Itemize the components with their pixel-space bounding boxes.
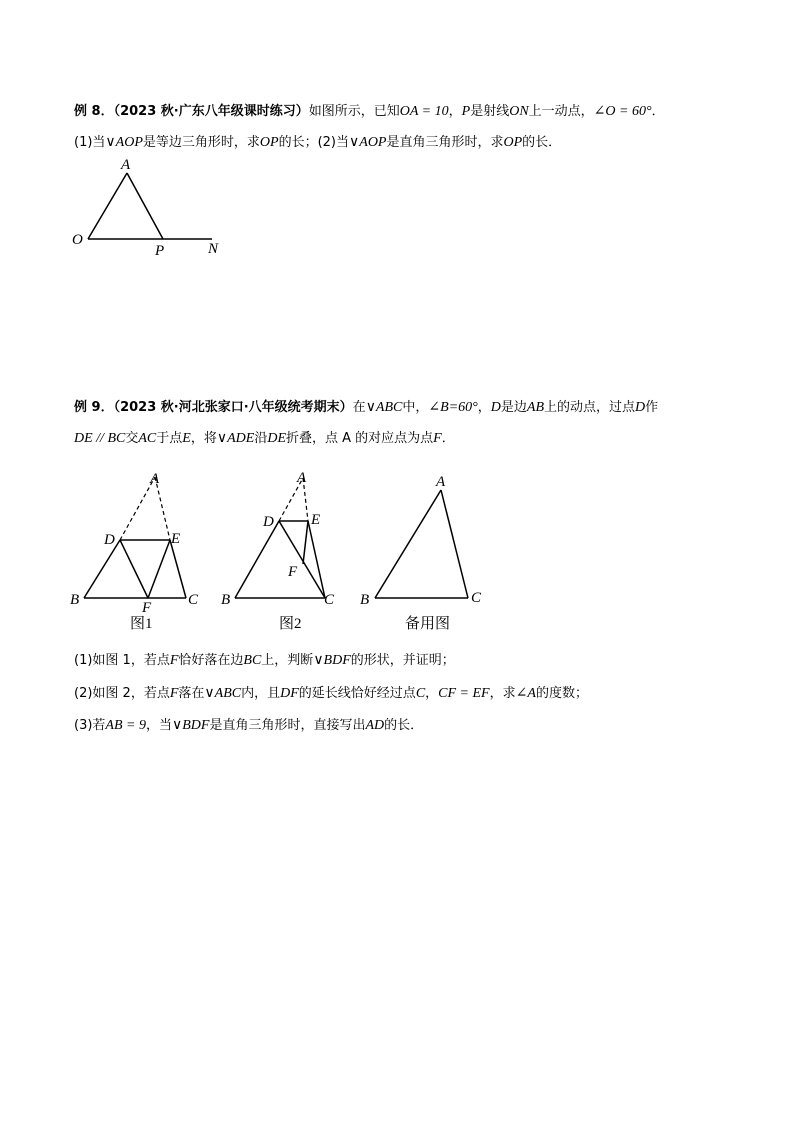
- label-A: A: [150, 471, 160, 487]
- ex9-question-3: [74, 717, 423, 735]
- label-N: N: [208, 241, 219, 257]
- text: ．: [651, 104, 665, 119]
- ex9-source: （2023 秋·河北张家口·八年级统考期末）: [113, 400, 353, 415]
- math: ON: [509, 104, 529, 119]
- math: D: [490, 400, 501, 415]
- label-D: D: [263, 514, 274, 530]
- math: OP: [503, 135, 523, 150]
- math: OP: [259, 135, 279, 150]
- math: ∨ABC: [204, 686, 242, 701]
- text: 是射线: [470, 104, 510, 119]
- label-C: C: [188, 592, 199, 608]
- math: P: [461, 104, 471, 119]
- text: (1)如图 1，若点: [74, 653, 170, 668]
- math: ∨AOP: [105, 135, 143, 150]
- text: 的长；: [278, 135, 318, 150]
- text: 折叠，点 A 的对应点为点: [286, 431, 434, 446]
- text: 的度数；: [535, 686, 588, 701]
- ex9-figure-spare: [350, 460, 500, 640]
- ex8-statement: [74, 103, 665, 121]
- math: ∨AOP: [349, 135, 387, 150]
- label-O: O: [72, 232, 83, 248]
- segment-BA: [375, 490, 441, 598]
- ex9-statement-line1: [74, 399, 658, 417]
- text: 交: [125, 431, 139, 446]
- math: AC: [138, 431, 157, 446]
- segment-DF: [120, 540, 148, 598]
- label-F: F: [288, 564, 298, 580]
- text: 恰好落在边: [178, 653, 244, 668]
- math: C: [415, 686, 426, 701]
- segment-EC: [308, 521, 325, 598]
- text: 上，判断: [261, 653, 314, 668]
- text: 的长．: [384, 718, 424, 733]
- label-P: P: [155, 243, 165, 259]
- segment-EF: [148, 540, 170, 598]
- segment-DC: [279, 521, 325, 598]
- text: 是直角三角形时，求: [386, 135, 504, 150]
- segment-BD: [84, 540, 120, 598]
- text: 上一动点，: [528, 104, 594, 119]
- caption-fig1: 图1: [130, 616, 153, 632]
- math: DF: [280, 686, 299, 701]
- ex9-figure-1: [60, 460, 220, 640]
- math: ∨ADE: [216, 431, 255, 446]
- label-E: E: [311, 512, 321, 528]
- text: 落在: [178, 686, 205, 701]
- text: ，: [425, 686, 439, 701]
- text: ，: [477, 400, 491, 415]
- text: (2)如图 2，若点: [74, 686, 170, 701]
- text: 是等边三角形时，求: [142, 135, 260, 150]
- caption-fig2: 图2: [279, 616, 302, 632]
- label-A: A: [121, 157, 131, 173]
- text: 上的动点，过点: [544, 400, 636, 415]
- ex9-statement-line2: [74, 430, 455, 448]
- ex9-label: 例 9．: [74, 400, 114, 415]
- math: ∠O = 60°: [593, 104, 652, 119]
- text: 是直角三角形时，直接写出: [209, 718, 366, 733]
- math: E: [182, 431, 191, 446]
- math: BC: [243, 653, 262, 668]
- text: 作: [645, 400, 659, 415]
- label-B: B: [70, 592, 80, 608]
- text: 在: [352, 400, 366, 415]
- label-A: A: [436, 474, 446, 490]
- math: DE // BC: [74, 431, 126, 446]
- math: AD: [365, 718, 385, 733]
- math: D: [635, 400, 646, 415]
- segment-BD: [235, 521, 279, 598]
- ex8-source: （2023 秋·广东八年级课时练习）: [113, 104, 309, 119]
- math: ∨BDF: [313, 653, 351, 668]
- math: F: [169, 686, 179, 701]
- ex9-figure-2: [210, 460, 360, 640]
- math: ∨ABC: [365, 400, 403, 415]
- text: 的延长线恰好经过点: [298, 686, 416, 701]
- text: 如图所示，已知: [308, 104, 400, 119]
- math: ∠B=60°: [428, 400, 478, 415]
- segment-EF: [303, 521, 308, 564]
- math: DE: [267, 431, 286, 446]
- math: F: [433, 431, 442, 446]
- text: ，: [448, 104, 462, 119]
- label-B: B: [360, 592, 370, 608]
- text: 内，且: [241, 686, 281, 701]
- label-D: D: [104, 532, 115, 548]
- text: 的形状，并证明；: [350, 653, 455, 668]
- math: AB = 9: [105, 718, 146, 733]
- label-F: F: [142, 600, 152, 616]
- segment-EC: [170, 540, 186, 598]
- label-C: C: [471, 590, 482, 606]
- ex8-figure: [60, 155, 240, 265]
- segment-AC: [441, 490, 468, 598]
- ex8-label: 例 8．: [74, 104, 114, 119]
- text: ，求: [489, 686, 516, 701]
- math: OA = 10: [399, 104, 449, 119]
- label-E: E: [171, 531, 181, 547]
- math: ∨BDF: [172, 718, 210, 733]
- text: ．: [441, 431, 455, 446]
- label-C: C: [324, 592, 335, 608]
- ex8-questions: [74, 134, 561, 152]
- text: ，将: [190, 431, 217, 446]
- text: 于点: [156, 431, 183, 446]
- math: F: [169, 653, 179, 668]
- ex9-question-2: [74, 685, 588, 703]
- text: 沿: [254, 431, 268, 446]
- segment-OA: [88, 173, 127, 239]
- ex9-question-1: [74, 652, 455, 670]
- text: 是边: [500, 400, 527, 415]
- text: ，当: [145, 718, 172, 733]
- text: 的长．: [522, 135, 562, 150]
- label-B: B: [221, 592, 231, 608]
- text: (3)若: [74, 718, 106, 733]
- math: AB: [526, 400, 544, 415]
- text: (1)当: [74, 135, 106, 150]
- text: (2)当: [317, 135, 350, 150]
- math: ∠A: [515, 686, 536, 701]
- label-A: A: [297, 470, 307, 486]
- math: CF = EF: [438, 686, 490, 701]
- caption-spare: 备用图: [405, 616, 451, 632]
- segment-AP: [127, 173, 163, 239]
- text: 中，: [402, 400, 429, 415]
